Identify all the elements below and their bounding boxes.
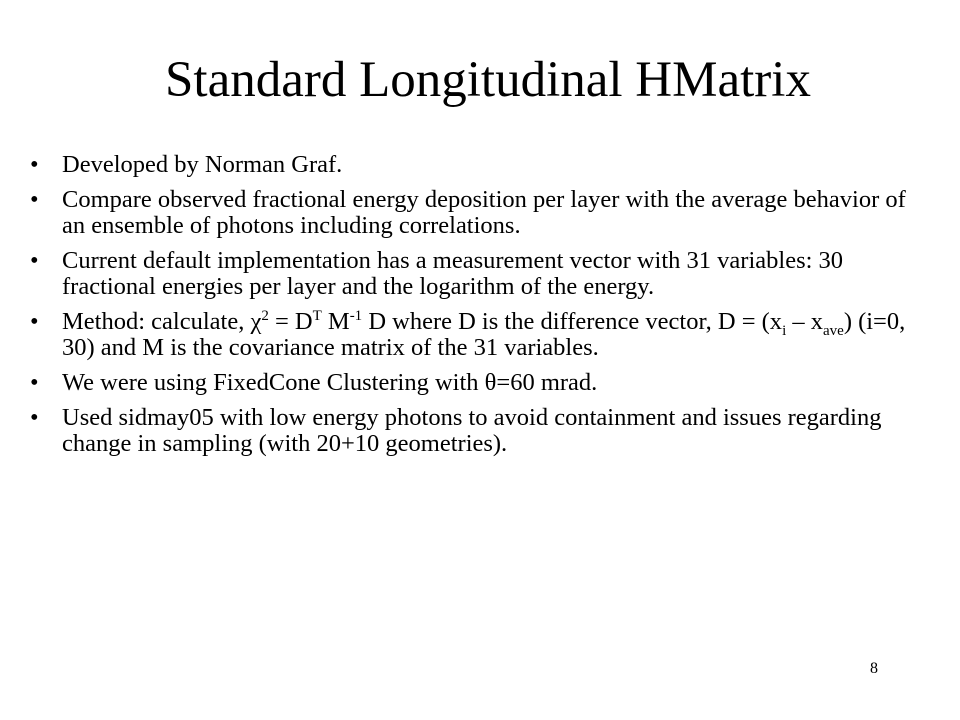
bullet-dot-icon: • xyxy=(30,151,39,178)
bullet-item-fixedcone xyxy=(30,370,930,396)
bullet-dot-icon: • xyxy=(30,369,39,396)
method-text-part: Method: calculate, χ xyxy=(62,308,262,335)
page-number: 8 xyxy=(870,660,878,677)
bullet-item-method xyxy=(30,309,930,361)
bullet-item-compare xyxy=(30,187,930,239)
bullet-dot-icon: • xyxy=(30,404,39,431)
bullet-item-current-default xyxy=(30,248,930,300)
average-subscript: ave xyxy=(822,322,844,339)
bullet-item-developed-by xyxy=(30,152,930,178)
chi-squared-exponent: 2 xyxy=(261,307,269,324)
bullet-text: Compare observed fractional energy deposition per layer with the average behavior of an ensemble of photons including correlations. xyxy=(62,186,906,239)
bullet-item-sidmay05 xyxy=(30,405,930,457)
method-text-part: = D xyxy=(268,308,313,335)
bullet-text: We were using FixedCone Clustering with θ=60 mrad. xyxy=(62,369,598,396)
method-text xyxy=(62,308,905,361)
bullet-dot-icon: • xyxy=(30,186,39,213)
method-text-part: D where D is the difference vector, D = (x xyxy=(362,308,783,335)
bullet-dot-icon: • xyxy=(30,308,39,335)
transpose-superscript: T xyxy=(312,307,322,324)
bullet-dot-icon: • xyxy=(30,247,39,274)
bullet-text: Used sidmay05 with low energy photons to avoid containment and issues regarding change in sampling (with 20+10 geometries). xyxy=(62,404,882,457)
method-text-part: M xyxy=(321,308,350,335)
slide-title: Standard Longitudinal HMatrix xyxy=(165,52,811,108)
method-text-part: ) (i=0, 30) and M is the covariance matrix of the 31 variables. xyxy=(62,308,906,361)
index-subscript: i xyxy=(782,322,787,339)
method-text-part: – x xyxy=(786,308,823,335)
inverse-superscript: -1 xyxy=(349,307,363,324)
bullet-list xyxy=(30,152,930,466)
bullet-text: Current default implementation has a measurement vector with 31 variables: 30 fractional energies per layer and the logarithm of the energy. xyxy=(62,247,844,300)
bullet-text: Developed by Norman Graf. xyxy=(62,151,343,178)
